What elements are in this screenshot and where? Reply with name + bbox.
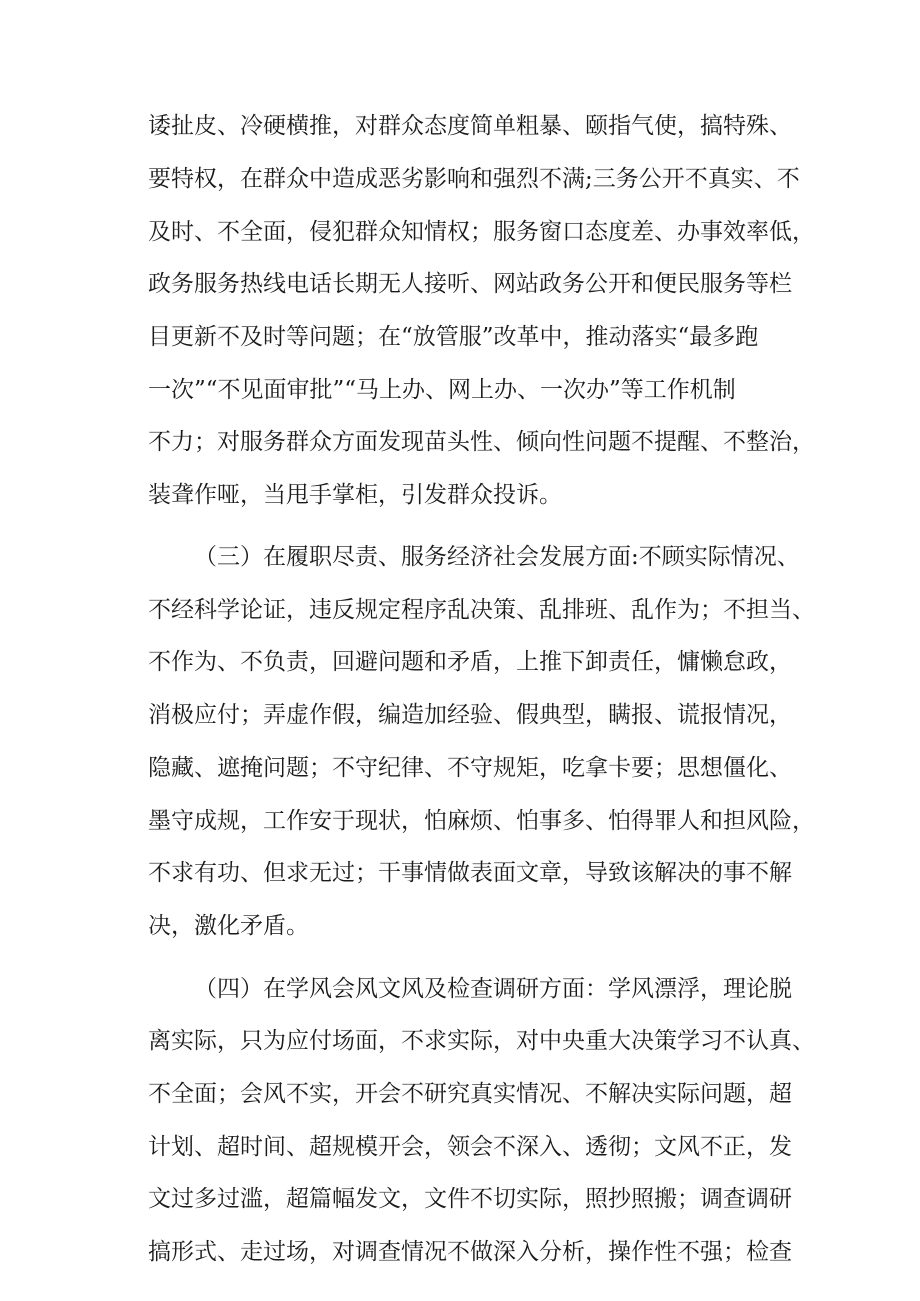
text-line: 不全面；会风不实，开会不研究真实情况、不解决实际问题，超 xyxy=(148,1081,792,1107)
text-line: 不作为、不负责，回避问题和矛盾，上推下卸责任，慵懒怠政， xyxy=(148,649,792,675)
text-line: 计划、超时间、超规模开会，领会不深入、透彻；文风不正，发 xyxy=(148,1134,792,1160)
paragraph-heading-3: （三）在履职尽责、服务经济社会发展方面:不顾实际情况、 xyxy=(194,544,800,570)
text-line: 装聋作哑，当甩手掌柜，引发群众投诉。 xyxy=(148,482,562,508)
text-line: 目更新不及时等问题；在“放管服”改革中，推动落实“最多跑 xyxy=(148,324,759,350)
text-line: 不力；对服务群众方面发现苗头性、倾向性问题不提醒、不整治， xyxy=(148,429,815,455)
text-line: 政务服务热线电话长期无人接听、网站政务公开和便民服务等栏 xyxy=(148,271,792,297)
text-line: 离实际，只为应付场面，不求实际，对中央重大决策学习不认真、 xyxy=(148,1028,815,1054)
text-line: 消极应付；弄虚作假，编造加经验、假典型，瞒报、谎报情况， xyxy=(148,702,792,728)
paragraph-heading-4: （四）在学风会风文风及检查调研方面：学风漂浮，理论脱 xyxy=(194,976,792,1002)
text-line: 隐藏、遮掩问题；不守纪律、不守规矩，吃拿卡要；思想僵化、 xyxy=(148,755,792,781)
text-line: 不经科学论证，违反规定程序乱决策、乱排班、乱作为；不担当、 xyxy=(148,597,815,623)
text-line: 诿扯皮、冷硬横推，对群众态度简单粗暴、颐指气使，搞特殊、 xyxy=(148,113,792,139)
text-line: 要特权，在群众中造成恶劣影响和强烈不满;三务公开不真实、不 xyxy=(148,166,800,192)
text-line: 搞形式、走过场，对调查情况不做深入分析，操作性不强；检查 xyxy=(148,1239,792,1265)
text-line: 不求有功、但求无过；干事情做表面文章，导致该解决的事不解 xyxy=(148,860,792,886)
text-line: 决，激化矛盾。 xyxy=(148,913,309,939)
text-line: 一次”“不见面审批”“马上办、网上办、一次办”等工作机制 xyxy=(148,377,736,403)
text-line: 文过多过滥，超篇幅发文，文件不切实际，照抄照搬；调查调研 xyxy=(148,1186,792,1212)
text-line: 及时、不全面，侵犯群众知情权；服务窗口态度差、办事效率低， xyxy=(148,219,815,245)
text-line: 墨守成规，工作安于现状，怕麻烦、怕事多、怕得罪人和担风险， xyxy=(148,808,815,834)
